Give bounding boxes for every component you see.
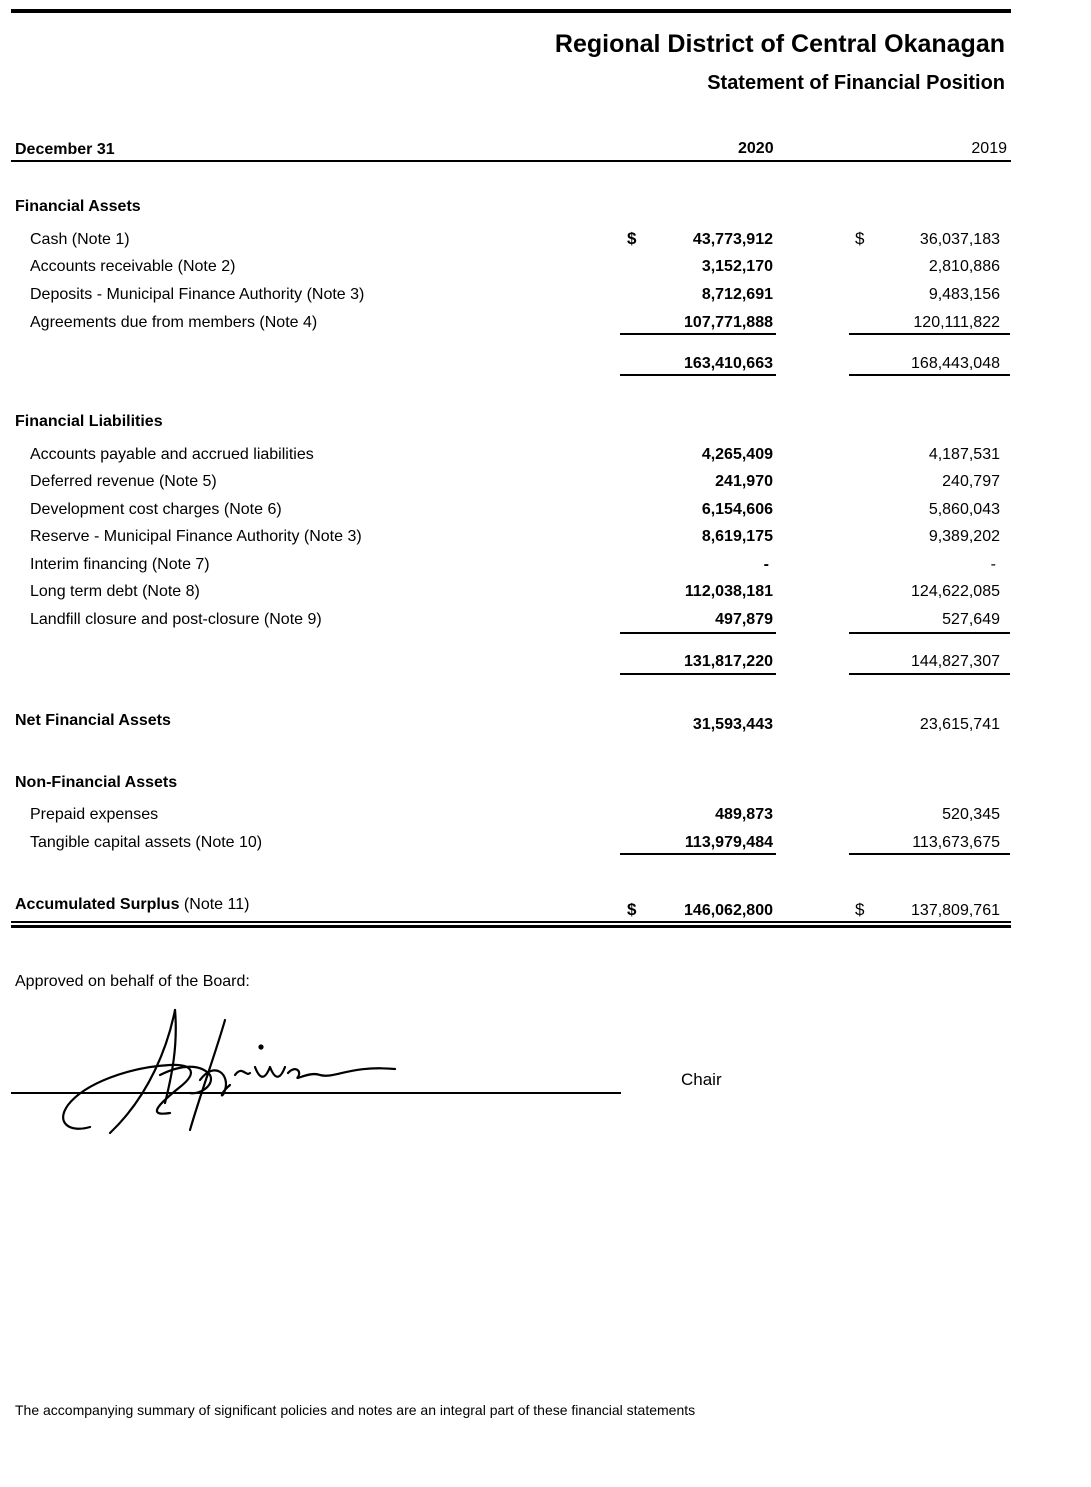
statement-title: Statement of Financial Position: [707, 72, 1005, 94]
value-2019: 9,483,156: [928, 286, 1000, 303]
row-label: Accounts receivable (Note 2): [30, 258, 236, 275]
year-current-header: 2020: [738, 140, 774, 157]
top-rule: [11, 9, 1011, 13]
total-rule-2020: [620, 374, 776, 376]
value-2020: 8,712,691: [701, 286, 773, 303]
accumulated-surplus-label: [15, 896, 249, 914]
signature-role: Chair: [681, 1070, 722, 1089]
period-label: December 31: [15, 141, 115, 158]
net-financial-assets-2020: 31,593,443: [692, 716, 773, 733]
accumulated-surplus-title: Accumulated Surplus: [15, 896, 180, 913]
row-label: Agreements due from members (Note 4): [30, 314, 318, 331]
subtotal-rule-2019: [849, 853, 1010, 855]
value-2019: 113,673,675: [912, 834, 1000, 851]
row-label: Reserve - Municipal Finance Authority (Note 3): [30, 528, 362, 545]
net-financial-assets-2019: 23,615,741: [919, 716, 1000, 733]
financial-assets-total-2020: 163,410,663: [684, 355, 773, 372]
value-2019: 240,797: [942, 473, 1000, 490]
value-2020: 4,265,409: [701, 446, 773, 463]
row-label: Accounts payable and accrued liabilities: [30, 446, 314, 463]
subtotal-rule-2019: [849, 333, 1010, 335]
value-2019: 5,860,043: [928, 501, 1000, 518]
approval-text: Approved on behalf of the Board:: [15, 973, 250, 990]
total-rule-2020: [620, 673, 776, 675]
value-2019: 520,345: [942, 806, 1000, 823]
value-2019: 9,389,202: [928, 528, 1000, 545]
value-2020: 497,879: [715, 611, 773, 628]
subtotal-rule-2020: [620, 632, 776, 634]
value-2019: 527,649: [942, 611, 1000, 628]
financial-assets-heading: Financial Assets: [15, 198, 141, 215]
financial-assets-total-2019: 168,443,048: [911, 355, 1000, 372]
row-label: Deferred revenue (Note 5): [30, 473, 217, 490]
row-label: Cash (Note 1): [30, 231, 130, 248]
value-2020: 107,771,888: [684, 314, 773, 331]
financial-liabilities-total-2019: 144,827,307: [911, 653, 1000, 670]
non-financial-assets-heading: Non-Financial Assets: [15, 774, 178, 791]
year-prior-header: 2019: [971, 140, 1007, 157]
signature-image: [50, 1005, 410, 1140]
value-2019: 2,810,886: [928, 258, 1000, 275]
row-label: Prepaid expenses: [30, 806, 159, 823]
row-label: Tangible capital assets (Note 10): [30, 834, 263, 851]
currency-symbol: $: [627, 900, 637, 919]
net-financial-assets-label: Net Financial Assets: [15, 712, 171, 729]
accumulated-surplus-2020: 146,062,800: [684, 902, 773, 919]
value-2019: 124,622,085: [911, 583, 1000, 600]
signature-line: [11, 1092, 621, 1094]
value-2019: -: [990, 556, 996, 573]
row-label: Development cost charges (Note 6): [30, 501, 282, 518]
row-label: Interim financing (Note 7): [30, 556, 210, 573]
value-2020: 241,970: [715, 473, 773, 490]
financial-liabilities-heading: Financial Liabilities: [15, 413, 163, 430]
accumulated-surplus-note: (Note 11): [179, 896, 250, 913]
organization-title: Regional District of Central Okanagan: [554, 30, 1005, 58]
header-rule: [11, 160, 1011, 162]
subtotal-rule-2019: [849, 632, 1010, 634]
double-rule-top: [11, 921, 1011, 923]
value-2020: 112,038,181: [684, 583, 773, 600]
financial-liabilities-total-2020: 131,817,220: [684, 653, 773, 670]
total-rule-2019: [849, 673, 1010, 675]
row-label: Landfill closure and post-closure (Note 9): [30, 611, 322, 628]
value-2020: 113,979,484: [684, 834, 773, 851]
value-2019: 4,187,531: [928, 446, 1000, 463]
total-rule-2019: [849, 374, 1010, 376]
value-2020: 8,619,175: [701, 528, 773, 545]
row-label: Deposits - Municipal Finance Authority (Note 3): [30, 286, 365, 303]
subtotal-rule-2020: [620, 333, 776, 335]
accumulated-surplus-2019: 137,809,761: [911, 902, 1000, 919]
row-label: Long term debt (Note 8): [30, 583, 200, 600]
currency-symbol: $: [855, 229, 865, 248]
value-2020: 6,154,606: [701, 501, 773, 518]
footer-note: The accompanying summary of significant policies and notes are an integral part of these financial statements: [15, 1402, 696, 1418]
value-2019: 120,111,822: [913, 314, 1000, 331]
value-2020: -: [763, 556, 769, 573]
subtotal-rule-2020: [620, 853, 776, 855]
value-2020: 3,152,170: [701, 258, 773, 275]
double-rule-bottom: [11, 925, 1011, 928]
currency-symbol: $: [855, 900, 865, 919]
value-2020: 43,773,912: [692, 231, 773, 248]
value-2020: 489,873: [715, 806, 773, 823]
value-2019: 36,037,183: [919, 231, 1000, 248]
currency-symbol: $: [627, 229, 637, 248]
